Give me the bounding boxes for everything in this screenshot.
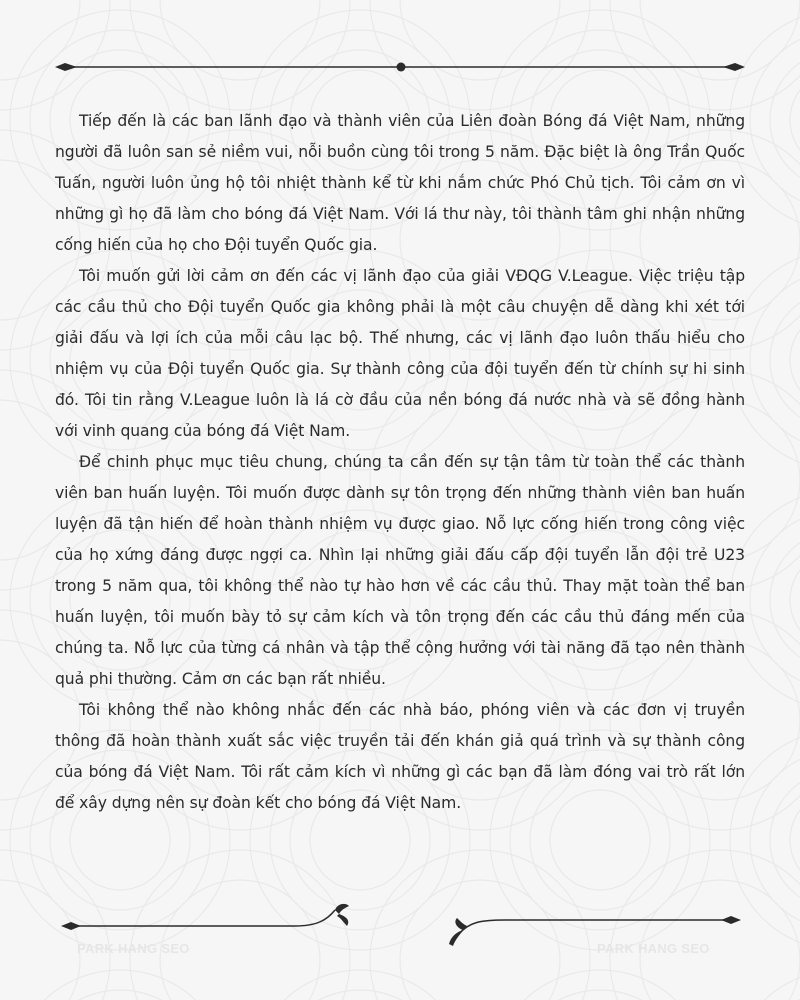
paragraph-leadership: Tiếp đến là các ban lãnh đạo và thành viên của Liên đoàn Bóng đá Việt Nam, những người đã luôn san sẻ niềm vui, nỗi buồn cùng tôi trong 5 năm. Đặc biệt là ông Trần Quốc Tuấn, người luôn ủng hộ tôi nhiệt thành kể từ khi nắm chức Phó Chủ tịch. Tôi cảm ơn vì những gì họ đã làm cho bóng đá Việt Nam. Với lá thư này, tôi thành tâm ghi nhận những cống hiến của họ cho Đội tuyển Quốc gia. xyxy=(55,112,745,254)
ornamental-divider-icon xyxy=(55,56,745,78)
letter-body xyxy=(55,106,745,819)
signature-left xyxy=(55,898,355,958)
signature-name-right: PARK HANG SEO xyxy=(597,941,710,956)
flourish-line-icon xyxy=(55,898,355,938)
paragraph-coaching-staff: Để chinh phục mục tiêu chung, chúng ta cần đến sự tận tâm từ toàn thể các thành viên ban huấn luyện. Tôi muốn được dành sự tôn trọng đến những thành viên ban huấn luyện đã tận hiến để hoàn thành nhiệm vụ được giao. Nỗ lực cống hiến trong công việc của họ xứng đáng được ngợi ca. Nhìn lại những giải đấu cấp đội tuyển lẫn đội trẻ U23 trong 5 năm qua, tôi không thể nào tự hào hơn về các cầu thủ. Thay mặt toàn thể ban huấn luyện, tôi muốn bày tỏ sự cảm kích và tôn trọng đến các cầu thủ đáng mến của chúng ta. Nỗ lực của từng cá nhân và tập thể cộng hưởng với tài năng đã tạo nên thành quả phi thường. Cảm ơn các bạn rất nhiều. xyxy=(55,453,745,688)
signature-name-left: PARK HANG SEO xyxy=(77,941,190,956)
paragraph-media: Tôi không thể nào không nhắc đến các nhà báo, phóng viên và các đơn vị truyền thông đã hoàn thành xuất sắc việc truyền tải đến khán giả quá trình và sự thành công của bóng đá Việt Nam. Tôi rất cảm kích vì những gì các bạn đã làm đóng vai trò rất lớn để xây dựng nên sự đoàn kết cho bóng đá Việt Nam. xyxy=(55,701,745,812)
paragraph-vleague: Tôi muốn gửi lời cảm ơn đến các vị lãnh đạo của giải VĐQG V.League. Việc triệu tập các cầu thủ cho Đội tuyển Quốc gia không phải là một câu chuyện dễ dàng khi xét tới giải đấu và lợi ích của mỗi câu lạc bộ. Thế nhưng, các vị lãnh đạo luôn thấu hiểu cho nhiệm vụ của Đội tuyển Quốc gia. Sự thành công của đội tuyển đến từ chính sự hi sinh đó. Tôi tin rằng V.League luôn là lá cờ đầu của nền bóng đá nước nhà và sẽ đồng hành với vinh quang của bóng đá Việt Nam. xyxy=(55,267,745,440)
signature-right xyxy=(445,908,745,968)
